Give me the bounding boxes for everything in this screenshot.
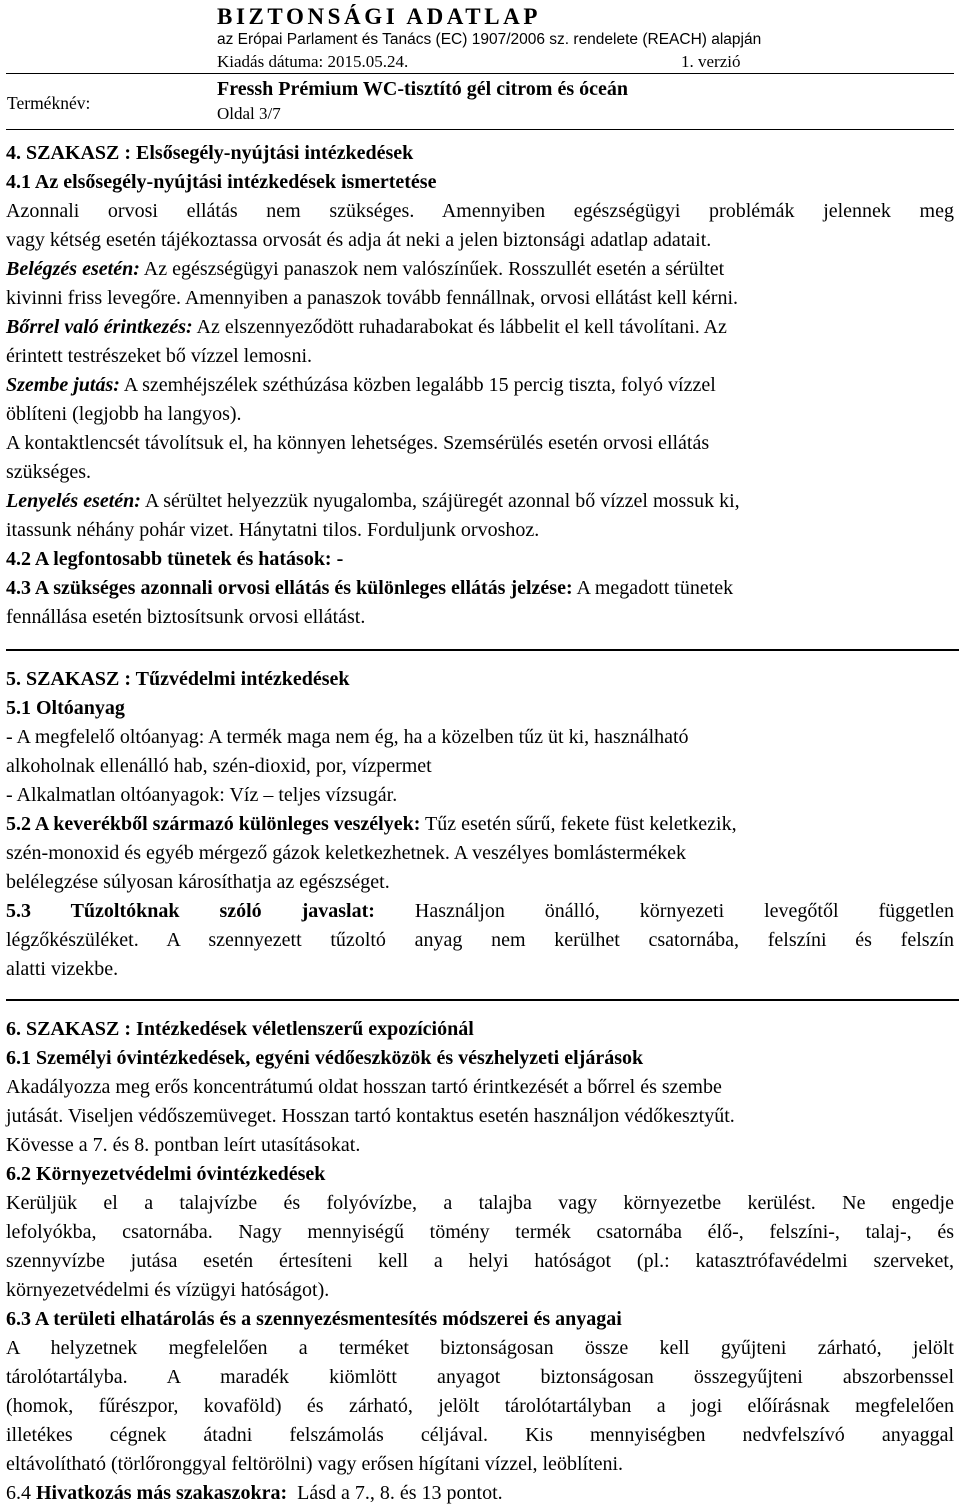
version: 1. verzió (681, 52, 741, 71)
inline-label: 5.2 A keverékből származó különleges veszélyek: (6, 813, 421, 835)
paragraph-line: jutását. Viseljen védőszemüveget. Hosszan tartó kontaktus esetén használjon védőkesztyűt. (6, 1105, 735, 1127)
paragraph-line: belélegzése súlyosan károsíthatja az egészséget. (6, 871, 390, 893)
subsection-heading: 6.2 Környezetvédelmi óvintézkedések (6, 1163, 326, 1185)
inline-text: Az elszennyeződött ruhadarabokat és lábbelit el kell távolítani. Az (192, 316, 727, 338)
paragraph-line: Azonnali orvosi ellátás nem szükséges. Amennyiben egészségügyi problémák jelennek meg (6, 200, 954, 222)
inline-label: Lenyelés esetén: (6, 490, 141, 512)
paragraph-line: alkoholnak ellenálló hab, szén-dioxid, por, vízpermet (6, 755, 432, 777)
paragraph-line: (homok, fűrészpor, kovaföld) és zárható, jelölt tárolótartályban a jogi előírásnak megfelelően (6, 1395, 954, 1417)
subsection-heading: 4.2 A legfontosabb tünetek és hatások: - (6, 548, 344, 570)
inline-label: Hivatkozás más szakaszokra: (36, 1482, 288, 1504)
subsection-heading: 4.1 Az elsősegély-nyújtási intézkedések ismertetése (6, 171, 437, 193)
regulation-reference: az Erópai Parlament és Tanács (EC) 1907/2006 sz. rendelete (REACH) alapján (217, 31, 762, 48)
paragraph-line: fennállása esetén biztosítsunk orvosi ellátást. (6, 606, 366, 628)
product-name: Fressh Prémium WC-tisztító gél citrom és óceán (217, 78, 629, 100)
paragraph-line: Akadályozza meg erős koncentrátumú oldat hosszan tartó érintkezését a bőrrel és szembe (6, 1076, 722, 1098)
paragraph-line: vagy kétség esetén tájékoztassa orvosát és adja át neki a jelen biztonsági adatlap adatait. (6, 229, 712, 251)
inline-text: Használjon önálló, környezeti levegőtől független (374, 900, 954, 922)
inline-label: Belégzés esetén: (6, 258, 140, 280)
paragraph-line: Kerüljük el a talajvízbe és folyóvízbe, a talajba vagy környezetbe kerülést. Ne engedje (6, 1192, 954, 1214)
paragraph-line: szén-monoxid és egyéb mérgező gázok keletkezhetnek. A veszélyes bomlástermékek (6, 842, 686, 864)
inline-text: Tűz esetén sűrű, fekete füst keletkezik, (420, 813, 737, 835)
paragraph-line: A helyzetnek megfelelően a terméket biztonságosan össze kell gyűjteni zárható, jelölt (6, 1337, 954, 1359)
header-divider (6, 73, 954, 74)
paragraph-line: kivinni friss levegőre. Amennyiben a panaszok tovább fennállnak, orvosi ellátást kell kérni. (6, 287, 739, 309)
inline-text: Lásd a 7., 8. és 13 pontot. (287, 1482, 503, 1504)
section-heading: 6. SZAKASZ : Intézkedések véletlenszerű expozíciónál (6, 1018, 474, 1040)
paragraph-line (6, 899, 954, 923)
paragraph-line: érintett testrészeket bő vízzel lemosni. (6, 345, 312, 367)
paragraph-line: itassunk néhány pohár vizet. Hánytatni tilos. Forduljunk orvoshoz. (6, 519, 540, 541)
paragraph-line (6, 257, 724, 281)
inline-label: 4.3 A szükséges azonnali orvosi ellátás és különleges ellátás jelzése: (6, 577, 573, 599)
inline-label: Bőrrel való érintkezés: (6, 316, 193, 338)
section-divider (6, 999, 959, 1001)
section-heading: 4. SZAKASZ : Elsősegély-nyújtási intézkedések (6, 142, 414, 164)
issue-date: Kiadás dátuma: 2015.05.24. (217, 52, 409, 71)
paragraph-line: alatti vizekbe. (6, 958, 119, 980)
inline-text: Az egészségügyi panaszok nem valószínűek. Rosszullét esetén a sérültet (139, 258, 725, 280)
paragraph-line: lefolyókba, csatornába. Nagy mennyiségű tömény termék csatornába élő-, felszíni-, talaj-, és (6, 1221, 954, 1243)
paragraph-line (6, 315, 727, 339)
paragraph-line: szükséges. (6, 461, 91, 483)
paragraph-line: Kövesse a 7. és 8. pontban leírt utasításokat. (6, 1134, 361, 1156)
document-title: BIZTONSÁGI ADATLAP (217, 4, 542, 29)
inline-text: A sérültet helyezzük nyugalomba, szájüregét azonnal bő vízzel mossuk ki, (140, 490, 740, 512)
paragraph-line (6, 576, 733, 600)
paragraph-line: - A megfelelő oltóanyag: A termék maga nem ég, ha a közelben tűz üt ki, használható (6, 726, 689, 748)
section-heading: 5. SZAKASZ : Tűzvédelmi intézkedések (6, 668, 350, 690)
page-number: Oldal 3/7 (217, 104, 281, 123)
inline-label: 5.3 Tűzoltóknak szóló javaslat: (6, 900, 375, 922)
paragraph-line: tárolótartályba. A maradék kiömlött anyagot biztonságosan összegyűjteni abszorbenssel (6, 1366, 954, 1388)
paragraph-line: szennyvízbe jutása esetén értesíteni kell a helyi hatóságot (pl.: katasztrófavédelmi szerveket, (6, 1250, 954, 1272)
paragraph-line: légzőkészüléket. A szennyezett tűzoltó anyag nem kerülhet csatornába, felszíni és felszín (6, 929, 954, 951)
paragraph-line: illetékes cégnek átadni felszámolás céljával. Kis mennyiségben nedvfelszívó anyaggal (6, 1424, 954, 1446)
subsection-heading: 5.1 Oltóanyag (6, 697, 125, 719)
paragraph-line (6, 812, 737, 836)
paragraph-line (6, 1481, 503, 1505)
subsection-heading: 6.1 Személyi óvintézkedések, egyéni védőeszközök és vészhelyzeti eljárások (6, 1047, 644, 1069)
paragraph-line (6, 489, 740, 513)
paragraph-line (6, 373, 716, 397)
section-divider (6, 649, 959, 651)
header-bottom-divider (6, 129, 954, 130)
inline-label: Szembe jutás: (6, 374, 120, 396)
paragraph-line: környezetvédelmi és vízügyi hatóságot). (6, 1279, 330, 1301)
paragraph-line: öblíteni (legjobb ha langyos). (6, 403, 242, 425)
paragraph-line: - Alkalmatlan oltóanyagok: Víz – teljes vízsugár. (6, 784, 398, 806)
subsection-heading: 6.3 A területi elhatárolás és a szennyezésmentesítés módszerei és anyagai (6, 1308, 622, 1330)
product-label: Terméknév: (7, 93, 91, 113)
paragraph-line: A kontaktlencsét távolítsuk el, ha könnyen lehetséges. Szemsérülés esetén orvosi ellátás (6, 432, 710, 454)
inline-number: 6.4 (6, 1482, 36, 1504)
paragraph-line: eltávolítható (törlőronggyal feltörölni) vagy erősen hígítani vízzel, leöblíteni. (6, 1453, 624, 1475)
inline-text: A megadott tünetek (572, 577, 734, 599)
inline-text: A szemhéjszélek széthúzása közben legalább 15 percig tiszta, folyó vízzel (119, 374, 716, 396)
